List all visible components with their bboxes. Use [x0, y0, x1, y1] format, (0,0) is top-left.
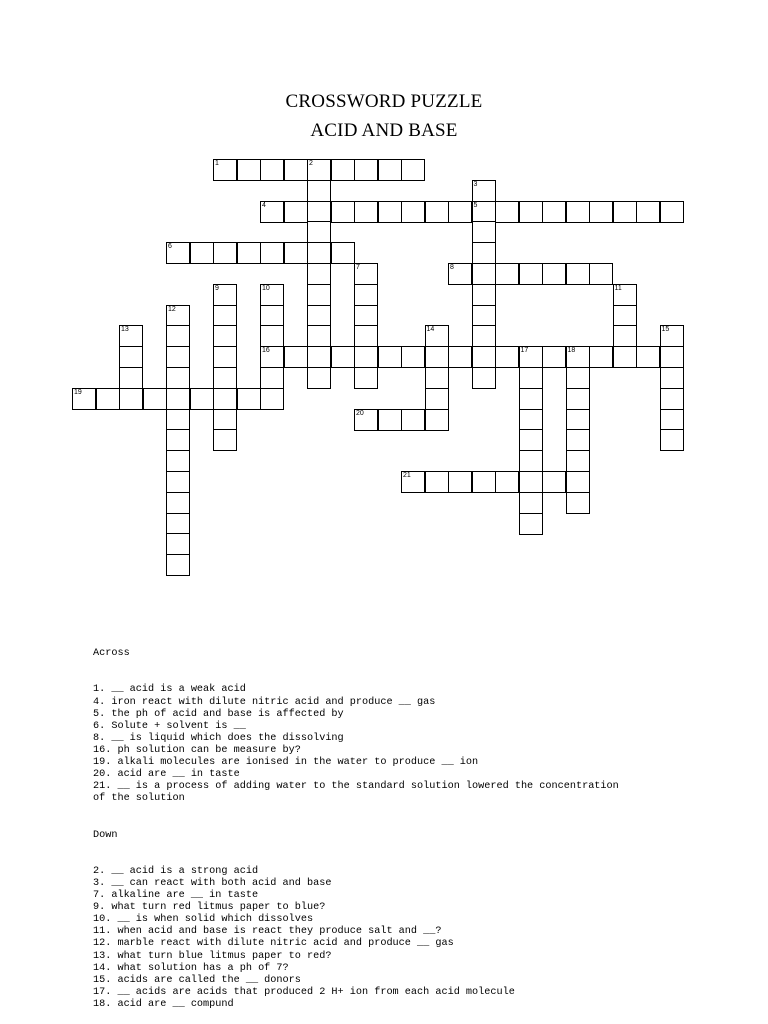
grid-cell[interactable]: [119, 388, 143, 410]
grid-cell[interactable]: [260, 367, 284, 389]
grid-cell[interactable]: [519, 367, 543, 389]
grid-cell[interactable]: [613, 325, 637, 347]
down-clue: 13. what turn blue litmus paper to red?: [93, 950, 332, 962]
clue-number: 19: [74, 388, 82, 396]
grid-cell[interactable]: [425, 367, 449, 389]
grid-cell[interactable]: [472, 221, 496, 243]
grid-cell[interactable]: [213, 159, 237, 181]
grid-cell[interactable]: [613, 201, 637, 223]
across-heading: Across: [93, 648, 130, 660]
grid-cell[interactable]: [307, 346, 331, 368]
grid-cell[interactable]: [260, 325, 284, 347]
across-clue: 16. ph solution can be measure by?: [93, 744, 301, 756]
across-clue: 19. alkali molecules are ionised in the water to produce __ ion: [93, 757, 479, 769]
grid-cell[interactable]: [472, 242, 496, 264]
grid-cell[interactable]: [660, 409, 684, 431]
grid-cell[interactable]: [566, 346, 590, 368]
grid-cell[interactable]: [354, 263, 378, 285]
grid-cell[interactable]: [401, 201, 425, 223]
down-clue-list: [93, 866, 693, 1011]
grid-cell[interactable]: [589, 346, 613, 368]
grid-cell[interactable]: [237, 242, 261, 264]
grid-cell[interactable]: [495, 263, 519, 285]
clue-number: 2: [309, 160, 313, 167]
down-clue: 15. acids are called the __ donors: [93, 974, 301, 986]
grid-cell[interactable]: [519, 450, 543, 472]
grid-cell[interactable]: [213, 305, 237, 327]
grid-cell[interactable]: [213, 409, 237, 431]
across-clue: of the solution: [93, 793, 185, 805]
grid-cell[interactable]: [613, 284, 637, 306]
grid-cell[interactable]: [519, 263, 543, 285]
down-clue: 7. alkaline are __ in taste: [93, 890, 259, 902]
grid-cell[interactable]: [566, 263, 590, 285]
grid-cell[interactable]: [331, 201, 355, 223]
puzzle-title: CROSSWORD PUZZLE: [285, 91, 483, 112]
grid-cell[interactable]: [566, 367, 590, 389]
grid-cell[interactable]: [495, 201, 519, 223]
grid-cell[interactable]: [213, 346, 237, 368]
grid-cell[interactable]: [213, 429, 237, 451]
grid-cell[interactable]: [472, 367, 496, 389]
grid-cell[interactable]: [378, 201, 402, 223]
grid-cell[interactable]: [307, 367, 331, 389]
grid-cell[interactable]: [166, 388, 190, 410]
across-clue-list: [93, 684, 693, 805]
grid-cell[interactable]: [166, 367, 190, 389]
grid-cell[interactable]: [636, 201, 660, 223]
clue-number: 9: [215, 284, 219, 292]
down-clue: 3. __ can react with both acid and base: [93, 877, 332, 889]
grid-cell[interactable]: [566, 471, 590, 493]
grid-cell[interactable]: [519, 388, 543, 410]
grid-cell[interactable]: [96, 388, 120, 410]
grid-cell[interactable]: [542, 346, 566, 368]
across-clue: 20. acid are __ in taste: [93, 769, 240, 781]
grid-cell[interactable]: [660, 367, 684, 389]
grid-cell[interactable]: [190, 388, 214, 410]
clue-number: 11: [614, 284, 622, 292]
grid-cell[interactable]: [566, 409, 590, 431]
grid-cell[interactable]: [425, 388, 449, 410]
grid-cell[interactable]: [472, 325, 496, 347]
grid-cell[interactable]: [143, 388, 167, 410]
grid-cell[interactable]: [237, 159, 261, 181]
grid-cell[interactable]: [519, 346, 543, 368]
grid-cell[interactable]: [542, 201, 566, 223]
grid-cell[interactable]: [284, 346, 308, 368]
grid-cell[interactable]: [166, 346, 190, 368]
grid-cell[interactable]: [260, 305, 284, 327]
clue-number: 10: [262, 284, 270, 292]
grid-cell[interactable]: [401, 346, 425, 368]
grid-cell[interactable]: [378, 346, 402, 368]
grid-cell[interactable]: [448, 201, 472, 223]
grid-cell[interactable]: [448, 471, 472, 493]
grid-cell[interactable]: [213, 367, 237, 389]
grid-cell[interactable]: [448, 263, 472, 285]
grid-cell[interactable]: [354, 346, 378, 368]
grid-cell[interactable]: [331, 242, 355, 264]
grid-cell[interactable]: [660, 325, 684, 347]
grid-cell[interactable]: [566, 201, 590, 223]
clue-number: 6: [168, 243, 172, 251]
grid-cell[interactable]: [307, 284, 331, 306]
grid-cell[interactable]: [354, 159, 378, 181]
grid-cell[interactable]: [166, 242, 190, 264]
grid-cell[interactable]: [213, 388, 237, 410]
grid-cell[interactable]: [519, 409, 543, 431]
grid-cell[interactable]: [519, 492, 543, 514]
grid-cell[interactable]: [425, 471, 449, 493]
across-clue: 6. Solute + solvent is __: [93, 720, 246, 732]
grid-cell[interactable]: [166, 513, 190, 535]
down-clue: 18. acid are __ compund: [93, 998, 234, 1010]
grid-cell[interactable]: [166, 409, 190, 431]
across-clue: 4. iron react with dilute nitric acid and produce __ gas: [93, 696, 436, 708]
grid-cell[interactable]: [425, 325, 449, 347]
grid-cell[interactable]: [660, 346, 684, 368]
clue-number: 21: [403, 472, 411, 479]
grid-cell[interactable]: [166, 429, 190, 451]
grid-cell[interactable]: [260, 388, 284, 410]
grid-cell[interactable]: [307, 263, 331, 285]
across-clue: 5. the ph of acid and base is affected by: [93, 708, 344, 720]
grid-cell[interactable]: [260, 159, 284, 181]
clue-number: 8: [450, 264, 454, 271]
down-clue: 9. what turn red litmus paper to blue?: [93, 902, 326, 914]
grid-cell[interactable]: [237, 388, 261, 410]
grid-cell[interactable]: [166, 471, 190, 493]
grid-cell[interactable]: [213, 325, 237, 347]
grid-cell[interactable]: [495, 346, 519, 368]
down-clue: 2. __ acid is a strong acid: [93, 865, 259, 877]
clues-section: [93, 624, 693, 1023]
grid-cell[interactable]: [636, 346, 660, 368]
grid-cell[interactable]: [425, 201, 449, 223]
grid-cell[interactable]: [307, 242, 331, 264]
grid-cell[interactable]: [566, 388, 590, 410]
grid-cell[interactable]: [260, 242, 284, 264]
clue-number: 3: [473, 180, 478, 188]
grid-cell[interactable]: [307, 325, 331, 347]
grid-cell[interactable]: [566, 492, 590, 514]
across-clue: 8. __ is liquid which does the dissolving: [93, 732, 344, 744]
grid-cell[interactable]: [307, 221, 331, 243]
grid-cell[interactable]: [472, 284, 496, 306]
clue-number: 4: [262, 201, 266, 209]
grid-cell[interactable]: [119, 367, 143, 389]
grid-cell[interactable]: [519, 201, 543, 223]
grid-cell[interactable]: [166, 533, 190, 555]
grid-cell[interactable]: [542, 471, 566, 493]
across-clue: 21. __ is a process of adding water to the standard solution lowered the concentration: [93, 781, 619, 793]
grid-cell[interactable]: [166, 305, 190, 327]
down-clue: 11. when acid and base is react they produce salt and __?: [93, 926, 442, 938]
grid-cell[interactable]: [613, 305, 637, 327]
grid-cell[interactable]: [354, 305, 378, 327]
grid-cell[interactable]: [472, 305, 496, 327]
grid-cell[interactable]: [519, 471, 543, 493]
grid-cell[interactable]: [425, 409, 449, 431]
grid-cell[interactable]: [119, 346, 143, 368]
grid-cell[interactable]: [260, 284, 284, 306]
grid-cell[interactable]: [472, 263, 496, 285]
grid-cell[interactable]: [519, 513, 543, 535]
grid-cell[interactable]: [307, 201, 331, 223]
grid-cell[interactable]: [589, 263, 613, 285]
clue-number: 5: [473, 201, 478, 209]
grid-cell[interactable]: [401, 409, 425, 431]
clue-number: 12: [168, 305, 176, 313]
grid-cell[interactable]: [660, 201, 684, 223]
grid-cell[interactable]: [72, 388, 96, 410]
grid-cell[interactable]: [401, 159, 425, 181]
grid-cell[interactable]: [542, 263, 566, 285]
grid-cell[interactable]: [425, 346, 449, 368]
grid-cell[interactable]: [260, 346, 284, 368]
down-clue: 12. marble react with dilute nitric acid and produce __ gas: [93, 938, 454, 950]
grid-cell[interactable]: [213, 284, 237, 306]
grid-cell[interactable]: [448, 346, 472, 368]
grid-cell[interactable]: [284, 242, 308, 264]
grid-cell[interactable]: [566, 429, 590, 451]
grid-cell[interactable]: [378, 159, 402, 181]
clue-number: 16: [262, 347, 270, 355]
grid-cell[interactable]: [213, 242, 237, 264]
grid-cell[interactable]: [613, 346, 637, 368]
clue-number: 7: [356, 264, 360, 271]
grid-cell[interactable]: [660, 388, 684, 410]
clue-number: 15: [661, 326, 670, 334]
clue-number: 17: [520, 347, 529, 355]
grid-cell[interactable]: [378, 409, 402, 431]
grid-cell[interactable]: [284, 201, 308, 223]
clue-number: 14: [426, 326, 435, 334]
grid-cell[interactable]: [354, 201, 378, 223]
down-clue: 10. __ is when solid which dissolves: [93, 914, 314, 926]
clue-number: 20: [356, 409, 364, 417]
grid-cell[interactable]: [354, 409, 378, 431]
grid-cell[interactable]: [472, 471, 496, 493]
down-heading: Down: [93, 829, 118, 841]
clue-number: 1: [215, 160, 219, 167]
grid-cell[interactable]: [472, 201, 496, 223]
grid-cell[interactable]: [566, 450, 590, 472]
grid-cell[interactable]: [284, 159, 308, 181]
grid-cell[interactable]: [472, 180, 496, 202]
grid-cell[interactable]: [519, 429, 543, 451]
grid-cell[interactable]: [166, 450, 190, 472]
grid-cell[interactable]: [307, 159, 331, 181]
down-clue: 17. __ acids are acids that produced 2 H+ ion from each acid molecule: [93, 986, 515, 998]
grid-cell[interactable]: [331, 159, 355, 181]
grid-cell[interactable]: [354, 367, 378, 389]
across-clue: 1. __ acid is a weak acid: [93, 684, 246, 696]
grid-cell[interactable]: [307, 180, 331, 202]
grid-cell[interactable]: [495, 471, 519, 493]
grid-cell[interactable]: [307, 305, 331, 327]
grid-cell[interactable]: [660, 429, 684, 451]
clue-number: 18: [567, 347, 576, 355]
grid-cell[interactable]: [354, 284, 378, 306]
grid-cell[interactable]: [260, 201, 284, 223]
grid-cell[interactable]: [589, 201, 613, 223]
grid-cell[interactable]: [190, 242, 214, 264]
puzzle-subtitle: ACID AND BASE: [310, 120, 458, 141]
grid-cell[interactable]: [331, 346, 355, 368]
grid-cell[interactable]: [166, 554, 190, 576]
grid-cell[interactable]: [401, 471, 425, 493]
down-clue: 14. what solution has a ph of 7?: [93, 962, 289, 974]
grid-cell[interactable]: [472, 346, 496, 368]
grid-cell[interactable]: [166, 492, 190, 514]
clue-number: 13: [121, 326, 129, 334]
grid-cell[interactable]: [166, 325, 190, 347]
grid-cell[interactable]: [354, 325, 378, 347]
grid-cell[interactable]: [119, 325, 143, 347]
